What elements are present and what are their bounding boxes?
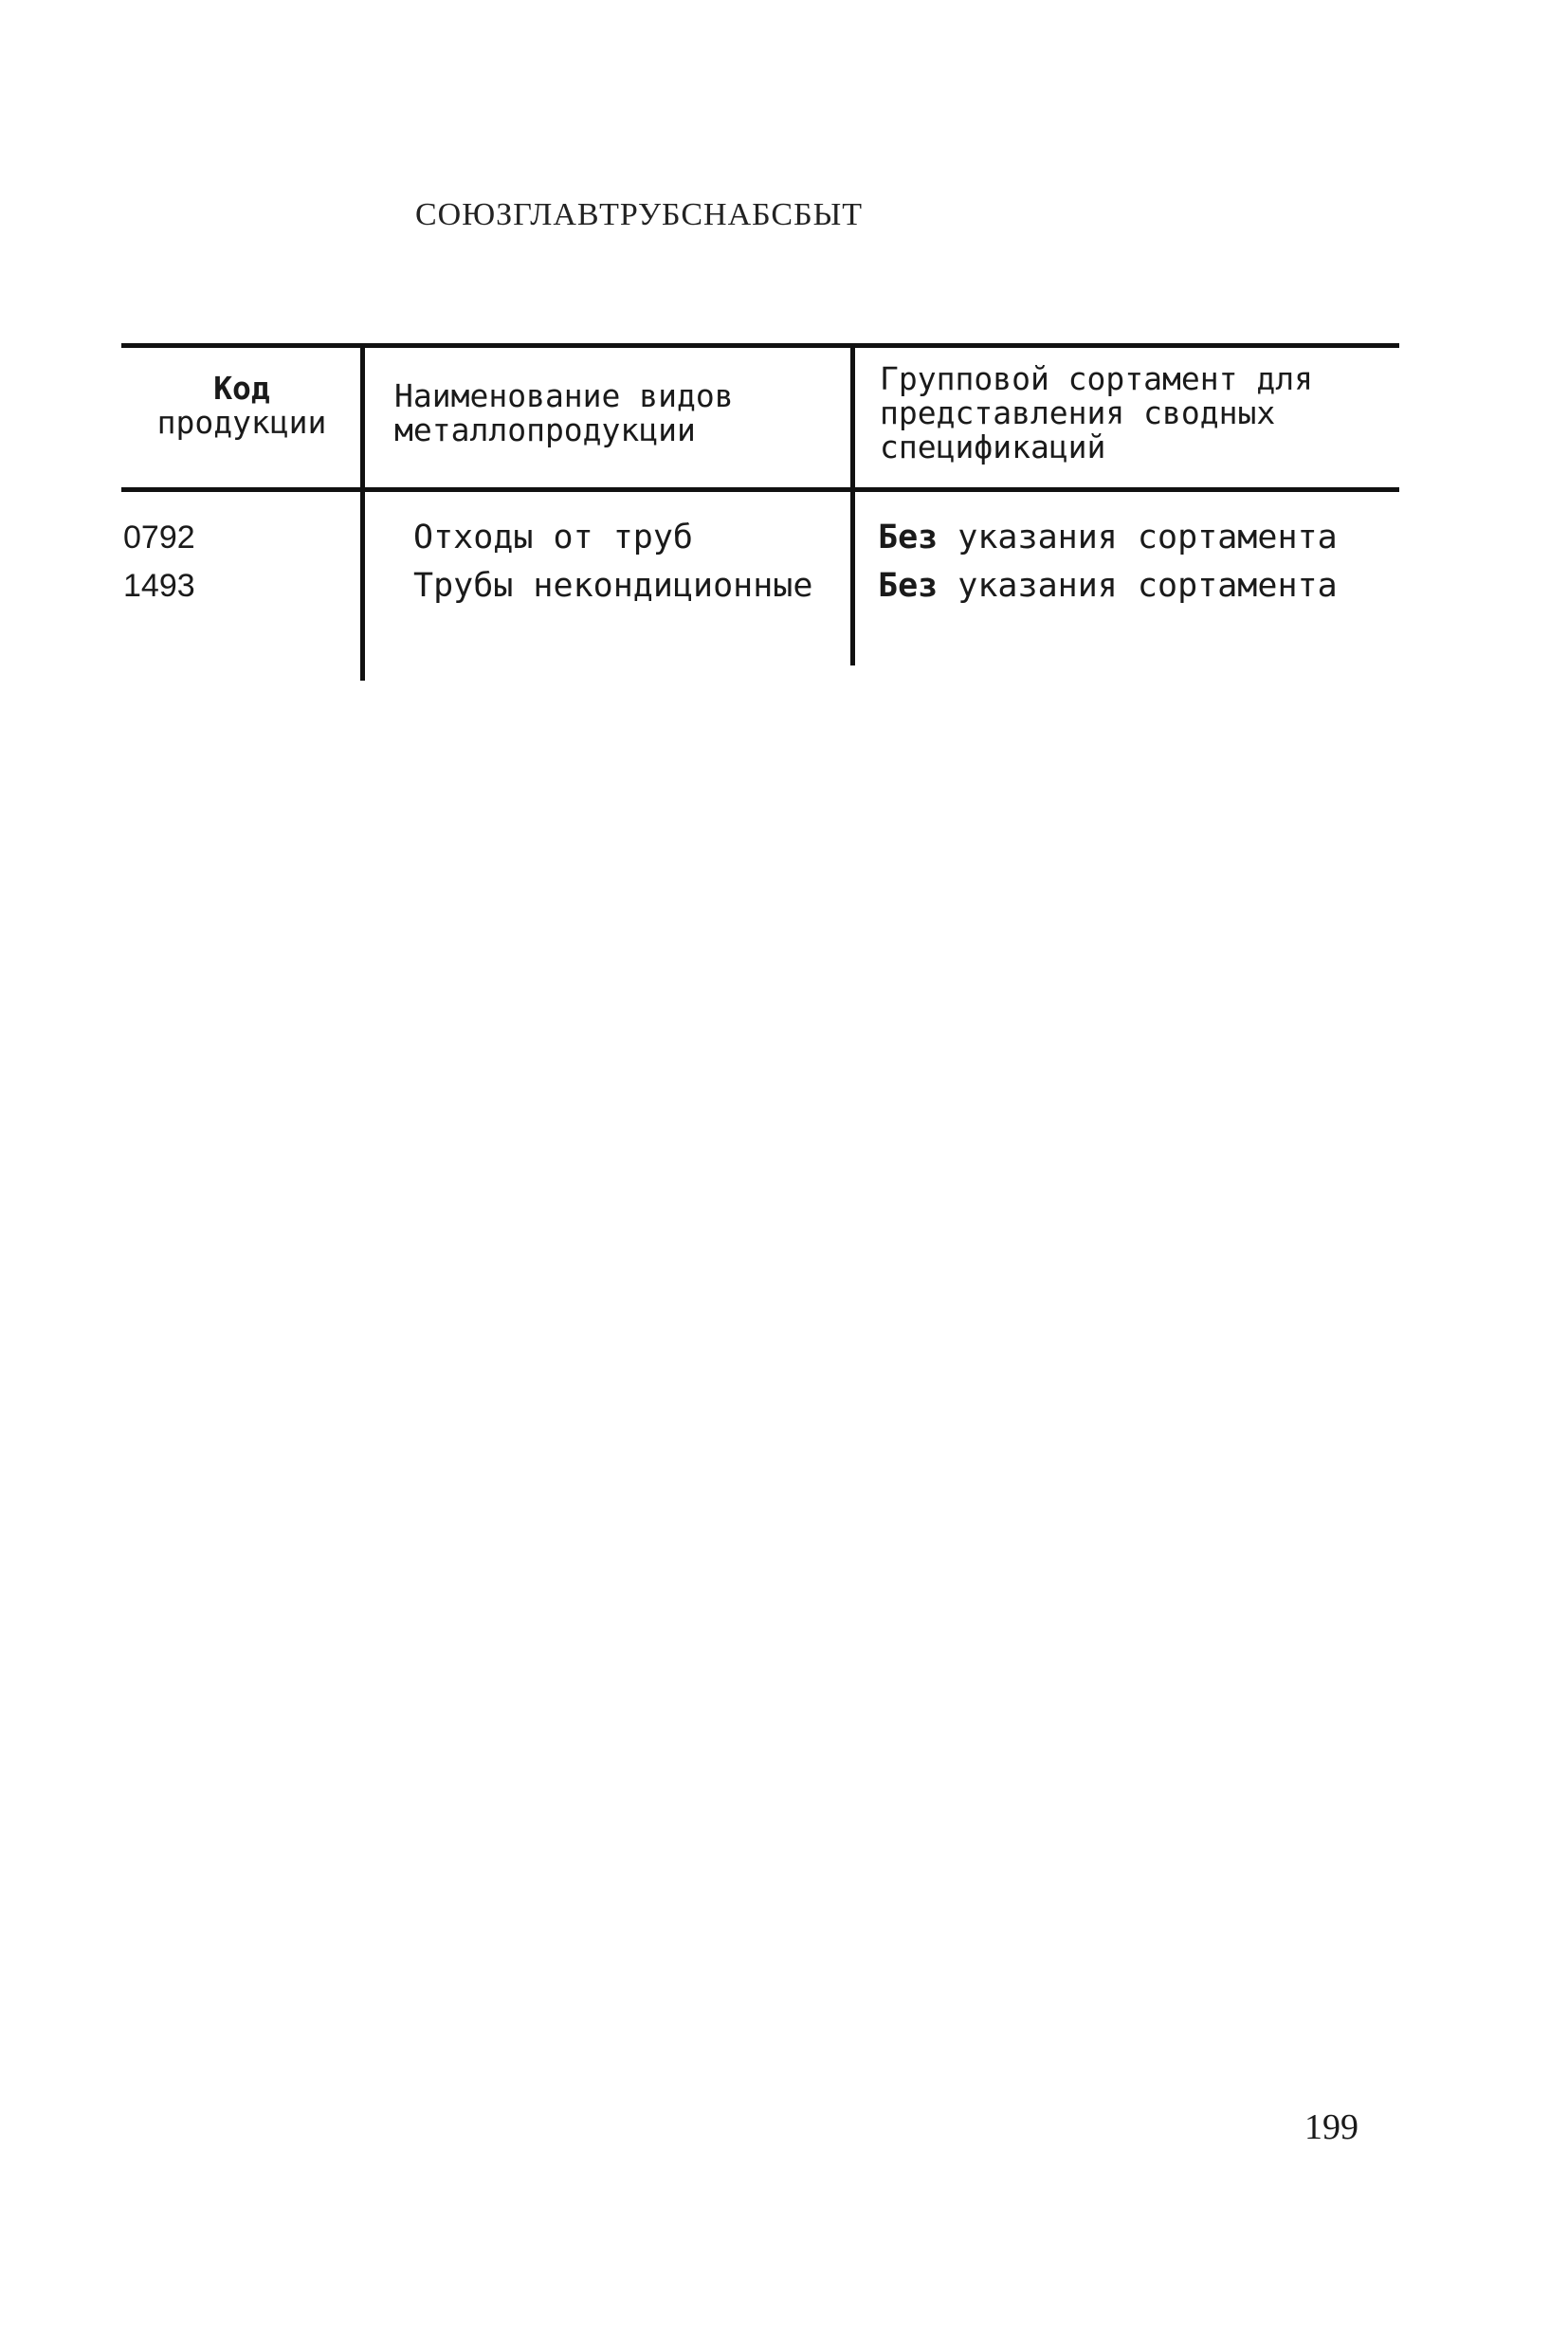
column-header-group: Групповой сортамент для представления сводных спецификаций [880,360,1313,465]
column-header-code [123,372,360,440]
table-header-rule [121,487,1399,492]
row-name: Отходы от труб [413,519,694,556]
row-code: 1493 [123,568,195,604]
column-divider-2 [850,343,855,665]
table-top-rule [121,343,1399,348]
row-code: 0792 [123,519,195,556]
page-number: 199 [1304,2107,1358,2147]
row-group-rest: указания сортамента [938,567,1338,605]
organization-title: СОЮЗГЛАВТРУБСНАБСБЫТ [415,197,864,232]
column-header-code-rest: продукции [156,404,327,441]
row-group-bold: Без [878,567,939,605]
row-group [878,519,1338,556]
column-divider-1 [360,343,365,681]
row-name: Трубы некондиционные [413,567,813,605]
column-header-name: Наименование видов металлопродукции [394,377,734,448]
row-group-rest: указания сортамента [938,519,1338,556]
row-group [878,567,1338,605]
column-header-code-bold: Код [213,370,270,407]
row-group-bold: Без [878,519,939,556]
